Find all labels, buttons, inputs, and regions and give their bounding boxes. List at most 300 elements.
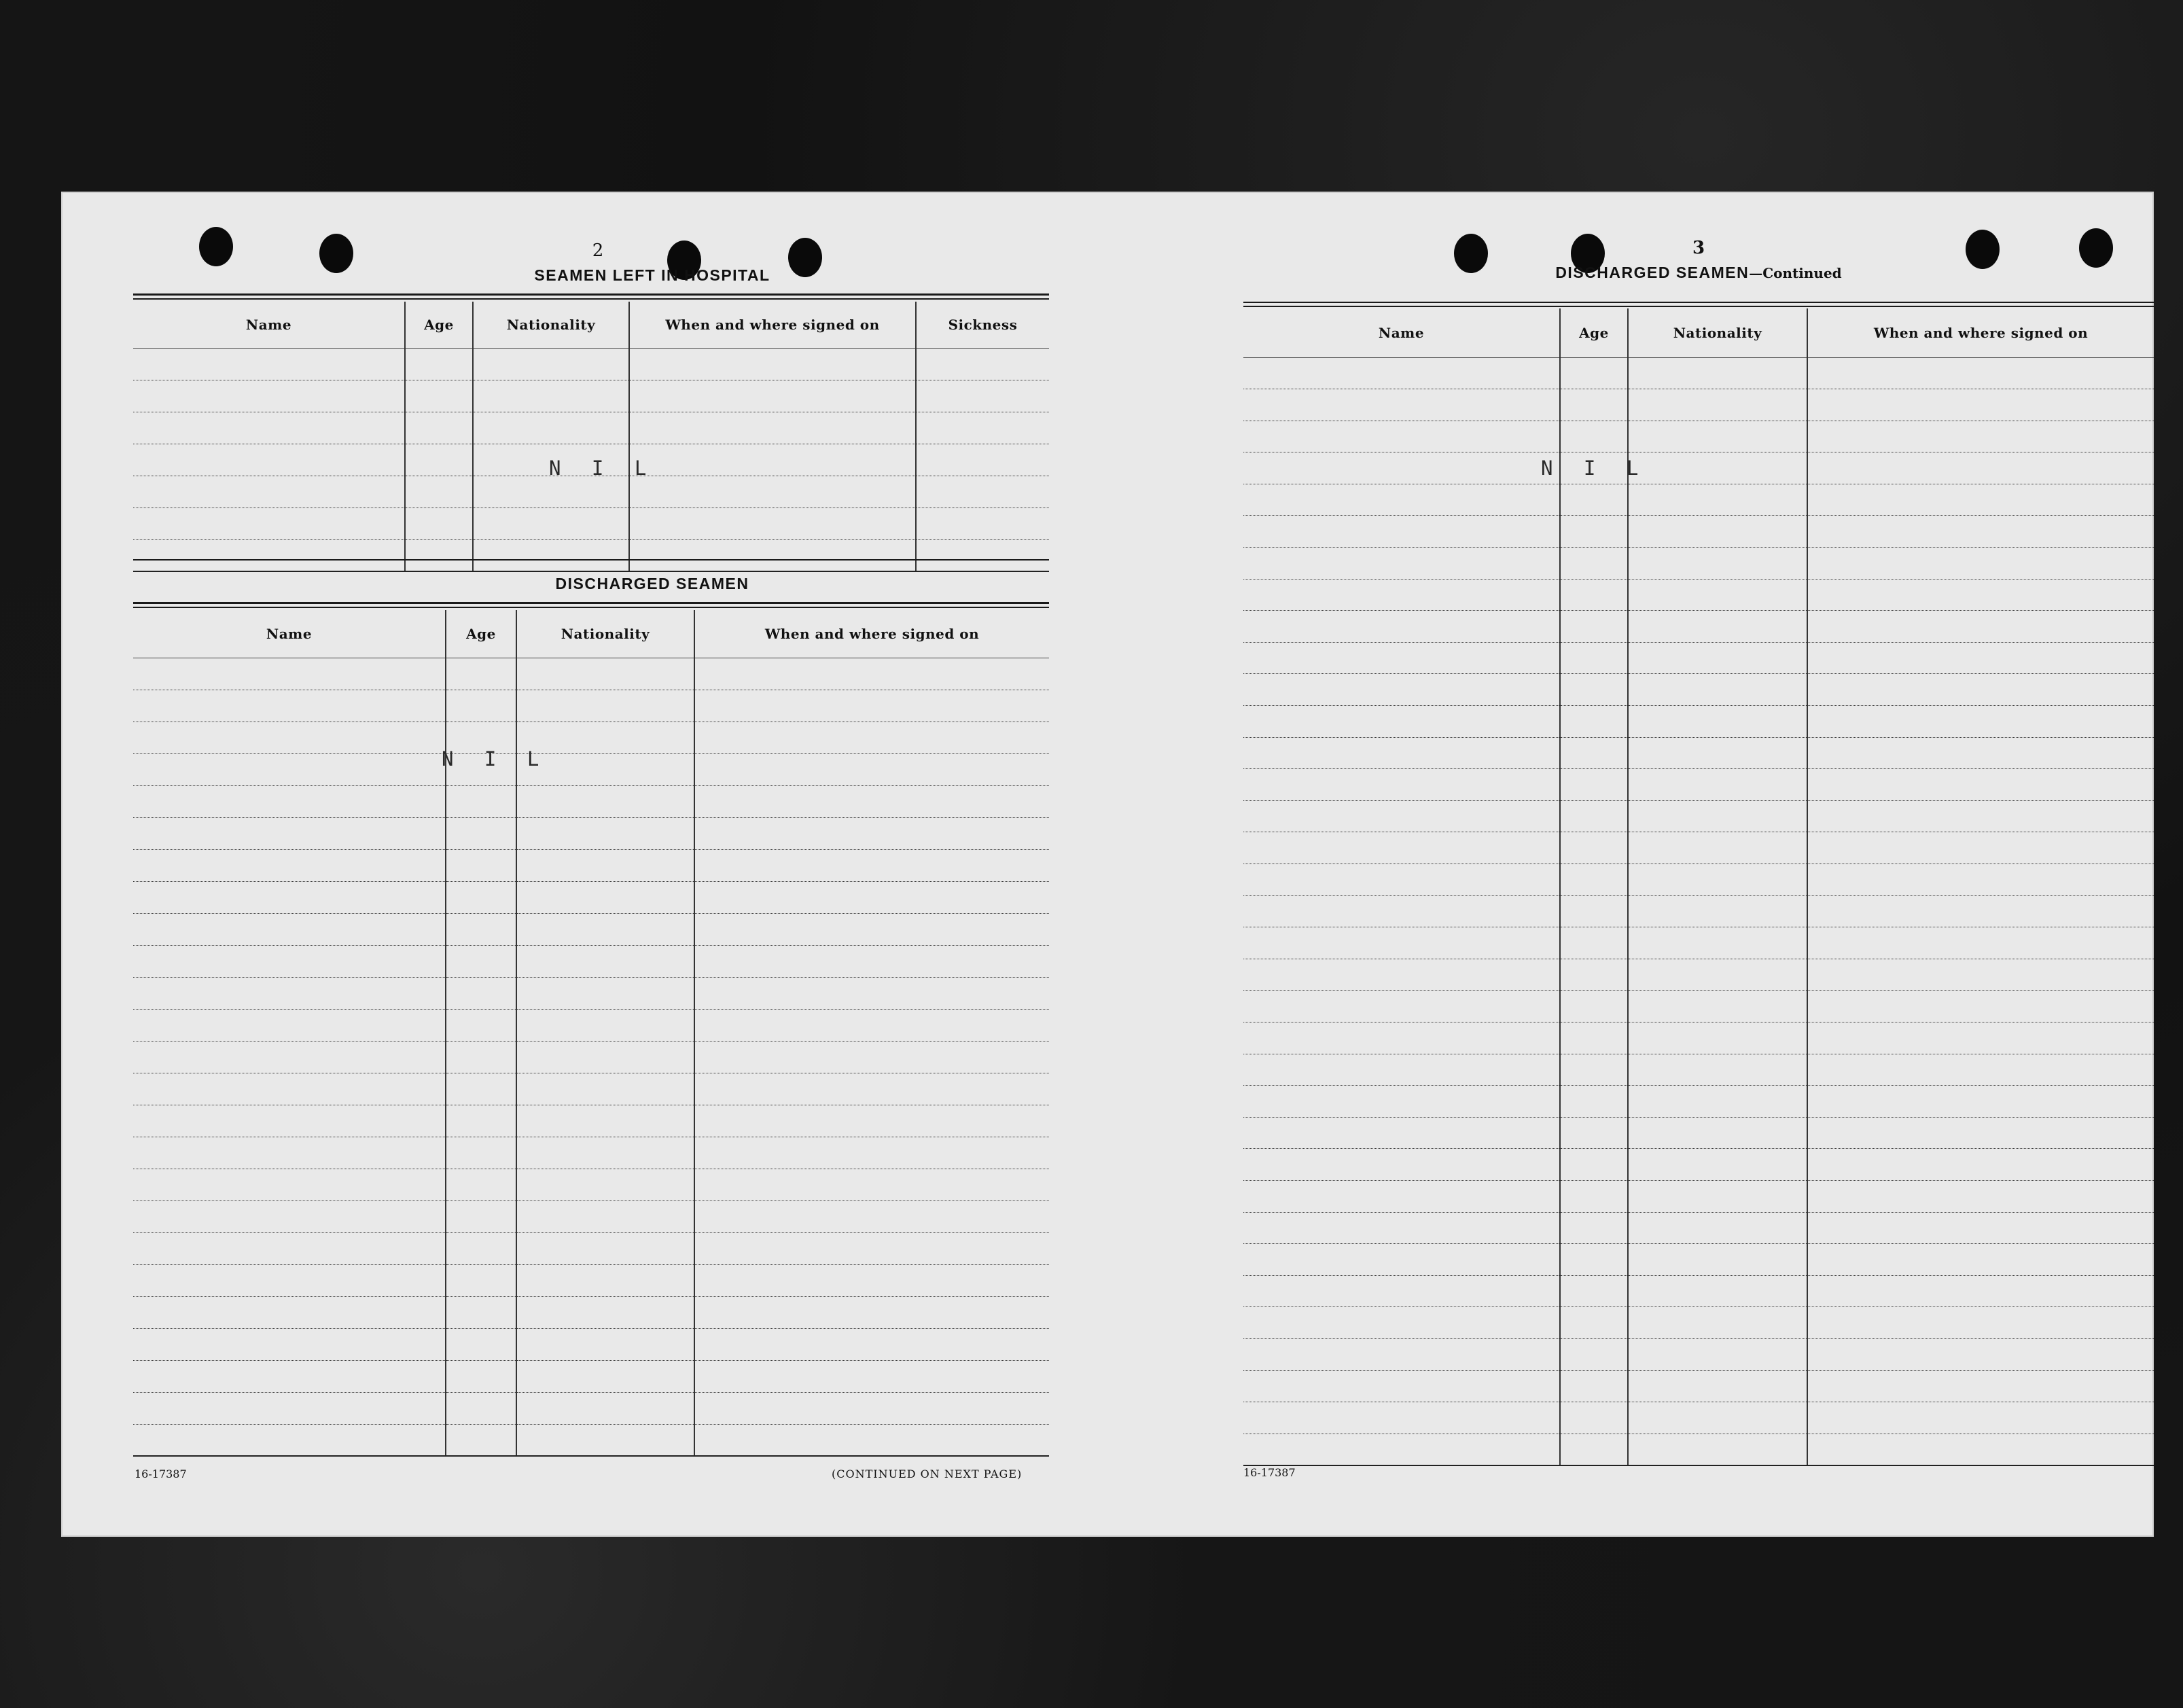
table-row xyxy=(1243,737,2154,769)
table-cell xyxy=(629,539,916,571)
punch-hole xyxy=(1966,230,2000,269)
table-cell xyxy=(1807,579,2154,611)
table-cell xyxy=(516,1169,694,1200)
table-row xyxy=(133,1296,1049,1328)
table-cell xyxy=(694,658,1049,690)
column-header-age: Age xyxy=(1560,308,1628,357)
table-row xyxy=(133,785,1049,817)
table-cell xyxy=(516,1137,694,1169)
nil-entry: N I L xyxy=(442,747,549,770)
section-rule xyxy=(133,559,1049,561)
table-cell xyxy=(133,1009,446,1041)
table-row xyxy=(133,1009,1049,1041)
table-cell xyxy=(473,412,629,444)
table-row xyxy=(133,1169,1049,1200)
table-cell xyxy=(133,881,446,913)
table-cell xyxy=(1243,959,1560,991)
table-row xyxy=(1243,452,2154,484)
table-row xyxy=(133,348,1049,380)
table-cell xyxy=(1807,1117,2154,1149)
punch-hole xyxy=(319,234,353,273)
table-row xyxy=(1243,927,2154,959)
left-page xyxy=(61,192,1107,1537)
table-cell xyxy=(629,444,916,476)
table-cell xyxy=(446,1232,516,1264)
table-cell xyxy=(1243,1434,1560,1465)
table-row xyxy=(133,753,1049,785)
table-row xyxy=(1243,1180,2154,1212)
discharged-section-title: DISCHARGED SEAMEN xyxy=(555,575,749,592)
table-row xyxy=(1243,548,2154,580)
table-row xyxy=(133,977,1049,1009)
table-cell xyxy=(1243,1338,1560,1370)
table-cell xyxy=(133,1200,446,1232)
table-cell xyxy=(694,785,1049,817)
table-cell xyxy=(629,348,916,380)
table-cell xyxy=(694,1232,1049,1264)
table-cell xyxy=(694,913,1049,945)
table-cell xyxy=(694,690,1049,722)
table-cell xyxy=(516,817,694,849)
table-cell xyxy=(1560,516,1628,548)
table-cell xyxy=(1560,1086,1628,1118)
table-cell xyxy=(694,977,1049,1009)
table-cell xyxy=(1560,1370,1628,1402)
column-header-signed-on: When and where signed on xyxy=(1807,308,2154,357)
punch-hole xyxy=(199,227,233,266)
table-cell xyxy=(473,348,629,380)
table-cell xyxy=(1243,1370,1560,1402)
table-cell xyxy=(1807,895,2154,927)
table-cell xyxy=(1560,1338,1628,1370)
table-cell xyxy=(516,1009,694,1041)
form-number: 16-17387 xyxy=(135,1467,187,1480)
table-cell xyxy=(446,1073,516,1105)
table-cell xyxy=(516,881,694,913)
table-cell xyxy=(916,412,1049,444)
table-cell xyxy=(446,785,516,817)
table-cell xyxy=(1628,769,1807,801)
table-cell xyxy=(1628,1402,1807,1434)
table-row xyxy=(1243,1307,2154,1339)
table-cell xyxy=(446,817,516,849)
table-cell xyxy=(694,1137,1049,1169)
table-cell xyxy=(516,690,694,722)
table-cell xyxy=(1560,864,1628,896)
nil-entry: N I L xyxy=(1541,457,1648,480)
table-row xyxy=(133,1200,1049,1232)
table-cell xyxy=(133,539,405,571)
table-cell xyxy=(1628,1338,1807,1370)
table-cell xyxy=(133,1073,446,1105)
table-cell xyxy=(694,1041,1049,1073)
table-cell xyxy=(1628,357,1807,389)
table-cell xyxy=(133,977,446,1009)
table-cell xyxy=(1560,1117,1628,1149)
table-cell xyxy=(1243,1244,1560,1276)
table-cell xyxy=(133,1169,446,1200)
punch-hole xyxy=(2079,228,2113,268)
table-row xyxy=(133,1360,1049,1392)
table-cell xyxy=(405,348,473,380)
table-row xyxy=(133,1424,1049,1456)
table-row xyxy=(1243,1212,2154,1244)
continued-table xyxy=(1243,308,2154,1466)
table-cell xyxy=(1243,927,1560,959)
table-cell xyxy=(446,1137,516,1169)
table-cell xyxy=(1628,1117,1807,1149)
table-cell xyxy=(1807,548,2154,580)
table-cell xyxy=(1243,1022,1560,1054)
page-number: 3 xyxy=(1692,238,1705,258)
table-cell xyxy=(1243,516,1560,548)
table-cell xyxy=(1560,357,1628,389)
table-cell xyxy=(916,348,1049,380)
table-row xyxy=(1243,769,2154,801)
table-cell xyxy=(1628,452,1807,484)
table-cell xyxy=(516,977,694,1009)
discharged-table xyxy=(133,610,1049,1457)
table-row xyxy=(133,508,1049,539)
table-cell xyxy=(516,945,694,977)
table-row xyxy=(133,945,1049,977)
table-cell xyxy=(1560,959,1628,991)
table-row xyxy=(133,1392,1049,1424)
table-cell xyxy=(405,476,473,508)
table-cell xyxy=(694,817,1049,849)
table-cell xyxy=(1560,769,1628,801)
table-cell xyxy=(446,1041,516,1073)
table-cell xyxy=(1807,642,2154,674)
table-cell xyxy=(1560,1149,1628,1181)
table-cell xyxy=(629,508,916,539)
table-cell xyxy=(133,1328,446,1360)
table-cell xyxy=(1807,452,2154,484)
table-cell xyxy=(446,1105,516,1137)
table-cell xyxy=(1628,611,1807,643)
table-cell xyxy=(516,1073,694,1105)
table-cell xyxy=(133,1264,446,1296)
table-cell xyxy=(1243,1149,1560,1181)
table-cell xyxy=(1560,1180,1628,1212)
table-cell xyxy=(1560,706,1628,738)
table-cell xyxy=(1243,864,1560,896)
table-cell xyxy=(473,476,629,508)
table-cell xyxy=(694,753,1049,785)
table-cell xyxy=(133,658,446,690)
table-cell xyxy=(405,508,473,539)
table-row xyxy=(1243,674,2154,706)
table-cell xyxy=(1807,959,2154,991)
table-cell xyxy=(1807,1022,2154,1054)
table-row xyxy=(133,1137,1049,1169)
table-cell xyxy=(1560,1434,1628,1465)
column-header-age: Age xyxy=(446,610,516,658)
table-cell xyxy=(446,658,516,690)
table-row xyxy=(133,1105,1049,1137)
table-cell xyxy=(133,817,446,849)
table-cell xyxy=(1560,1022,1628,1054)
table-row xyxy=(133,539,1049,571)
table-cell xyxy=(916,380,1049,412)
double-rule xyxy=(1243,302,2154,303)
table-cell xyxy=(1243,1054,1560,1086)
table-cell xyxy=(133,1360,446,1392)
table-cell xyxy=(516,849,694,881)
table-cell xyxy=(694,1169,1049,1200)
table-cell xyxy=(446,1169,516,1200)
table-cell xyxy=(1560,389,1628,421)
continued-table-body xyxy=(1243,357,2154,1465)
table-cell xyxy=(473,539,629,571)
table-row xyxy=(133,1041,1049,1073)
table-cell xyxy=(1807,991,2154,1022)
table-cell xyxy=(133,1424,446,1456)
table-row xyxy=(133,412,1049,444)
table-cell xyxy=(1628,484,1807,516)
table-cell xyxy=(516,1296,694,1328)
table-cell xyxy=(516,1328,694,1360)
table-cell xyxy=(516,1360,694,1392)
table-cell xyxy=(1628,1307,1807,1339)
table-row xyxy=(1243,642,2154,674)
table-cell xyxy=(1243,1180,1560,1212)
table-row xyxy=(1243,895,2154,927)
table-cell xyxy=(1560,421,1628,452)
table-row xyxy=(1243,421,2154,452)
table-cell xyxy=(133,476,405,508)
table-cell xyxy=(1628,832,1807,864)
table-cell xyxy=(1243,611,1560,643)
table-row xyxy=(1243,389,2154,421)
table-cell xyxy=(694,1009,1049,1041)
table-cell xyxy=(694,1105,1049,1137)
table-cell xyxy=(1560,1275,1628,1307)
table-cell xyxy=(1628,1180,1807,1212)
table-cell xyxy=(1807,1212,2154,1244)
table-cell xyxy=(694,881,1049,913)
column-header-signed-on: When and where signed on xyxy=(629,302,916,348)
table-cell xyxy=(1628,421,1807,452)
table-cell xyxy=(694,1296,1049,1328)
table-row xyxy=(1243,1338,2154,1370)
table-cell xyxy=(1807,611,2154,643)
table-cell xyxy=(1628,1434,1807,1465)
discharged-continued-title xyxy=(1427,264,1970,282)
table-cell xyxy=(516,658,694,690)
column-header-name: Name xyxy=(1243,308,1560,357)
table-cell xyxy=(446,1009,516,1041)
table-cell xyxy=(1243,1117,1560,1149)
table-cell xyxy=(516,1232,694,1264)
table-cell xyxy=(1243,832,1560,864)
table-cell xyxy=(473,380,629,412)
table-cell xyxy=(1243,674,1560,706)
table-cell xyxy=(516,1392,694,1424)
double-rule xyxy=(133,293,1049,296)
column-header-name: Name xyxy=(133,610,446,658)
table-cell xyxy=(405,539,473,571)
table-cell xyxy=(1807,864,2154,896)
table-cell xyxy=(1243,1212,1560,1244)
table-row xyxy=(1243,516,2154,548)
table-cell xyxy=(1628,1212,1807,1244)
table-cell xyxy=(1628,959,1807,991)
table-cell xyxy=(446,690,516,722)
table-cell xyxy=(1243,991,1560,1022)
table-cell xyxy=(405,380,473,412)
table-cell xyxy=(1807,1086,2154,1118)
table-row xyxy=(1243,611,2154,643)
table-row xyxy=(1243,357,2154,389)
table-cell xyxy=(133,753,446,785)
table-cell xyxy=(1628,1244,1807,1276)
table-cell xyxy=(133,1296,446,1328)
table-cell xyxy=(694,1360,1049,1392)
table-cell xyxy=(1807,516,2154,548)
table-cell xyxy=(1807,800,2154,832)
table-cell xyxy=(1243,769,1560,801)
table-row xyxy=(1243,1244,2154,1276)
table-row xyxy=(1243,484,2154,516)
table-row xyxy=(1243,800,2154,832)
table-cell xyxy=(1560,1307,1628,1339)
table-cell xyxy=(1628,579,1807,611)
table-cell xyxy=(1807,706,2154,738)
table-cell xyxy=(1243,484,1560,516)
table-header-row xyxy=(133,610,1049,658)
table-row xyxy=(1243,1370,2154,1402)
table-row xyxy=(1243,1086,2154,1118)
table-row xyxy=(133,817,1049,849)
table-cell xyxy=(1560,642,1628,674)
table-cell xyxy=(516,1041,694,1073)
table-cell xyxy=(405,412,473,444)
discharged-table-body xyxy=(133,658,1049,1456)
table-cell xyxy=(1807,389,2154,421)
table-row xyxy=(133,380,1049,412)
table-cell xyxy=(1628,389,1807,421)
nil-entry: N I L xyxy=(549,457,656,480)
table-cell xyxy=(1243,642,1560,674)
table-cell xyxy=(1560,991,1628,1022)
column-header-name: Name xyxy=(133,302,405,348)
table-cell xyxy=(133,1105,446,1137)
section-title-text: DISCHARGED SEAMEN xyxy=(1555,264,1750,281)
table-cell xyxy=(473,508,629,539)
table-cell xyxy=(629,476,916,508)
table-cell xyxy=(133,508,405,539)
column-header-age: Age xyxy=(405,302,473,348)
table-cell xyxy=(405,444,473,476)
double-rule xyxy=(1243,306,2154,307)
table-cell xyxy=(1243,357,1560,389)
table-row xyxy=(1243,706,2154,738)
table-cell xyxy=(1628,1370,1807,1402)
table-cell xyxy=(1628,800,1807,832)
column-header-signed-on: When and where signed on xyxy=(694,610,1049,658)
table-cell xyxy=(1628,1086,1807,1118)
table-cell xyxy=(916,476,1049,508)
form-number: 16-17387 xyxy=(1243,1466,1296,1479)
column-header-nationality: Nationality xyxy=(516,610,694,658)
table-cell xyxy=(133,945,446,977)
table-cell xyxy=(133,444,405,476)
table-cell xyxy=(446,1392,516,1424)
table-cell xyxy=(694,1424,1049,1456)
table-cell xyxy=(133,849,446,881)
table-row xyxy=(133,1232,1049,1264)
table-cell xyxy=(1560,1244,1628,1276)
table-cell xyxy=(1628,706,1807,738)
document-sheet xyxy=(61,192,2154,1537)
table-cell xyxy=(1243,800,1560,832)
column-header-sickness: Sickness xyxy=(916,302,1049,348)
table-cell xyxy=(1243,706,1560,738)
table-cell xyxy=(694,945,1049,977)
table-cell xyxy=(1560,895,1628,927)
table-cell xyxy=(133,722,446,753)
table-cell xyxy=(694,1392,1049,1424)
table-header-row xyxy=(1243,308,2154,357)
table-row xyxy=(1243,864,2154,896)
table-cell xyxy=(1807,1338,2154,1370)
table-cell xyxy=(629,412,916,444)
table-cell xyxy=(1628,895,1807,927)
table-row xyxy=(1243,1275,2154,1307)
table-cell xyxy=(1628,1275,1807,1307)
table-cell xyxy=(1243,579,1560,611)
table-row xyxy=(1243,959,2154,991)
table-cell xyxy=(516,1105,694,1137)
table-cell xyxy=(133,412,405,444)
table-cell xyxy=(446,913,516,945)
table-cell xyxy=(694,1073,1049,1105)
table-row xyxy=(133,1264,1049,1296)
table-cell xyxy=(1243,737,1560,769)
table-cell xyxy=(516,913,694,945)
table-row xyxy=(133,849,1049,881)
table-cell xyxy=(516,1264,694,1296)
table-cell xyxy=(1807,421,2154,452)
table-cell xyxy=(133,1232,446,1264)
table-cell xyxy=(1560,674,1628,706)
table-cell xyxy=(133,913,446,945)
page-number: 2 xyxy=(592,241,604,261)
double-rule xyxy=(133,602,1049,604)
double-rule xyxy=(133,298,1049,300)
table-row xyxy=(133,476,1049,508)
table-cell xyxy=(1807,1307,2154,1339)
table-row xyxy=(1243,1434,2154,1465)
table-row xyxy=(133,1073,1049,1105)
table-cell xyxy=(1628,1022,1807,1054)
table-cell xyxy=(1560,832,1628,864)
table-row xyxy=(1243,1117,2154,1149)
table-cell xyxy=(1807,1149,2154,1181)
table-cell xyxy=(916,444,1049,476)
table-cell xyxy=(1560,484,1628,516)
table-cell xyxy=(446,1264,516,1296)
table-cell xyxy=(1628,674,1807,706)
table-cell xyxy=(1807,1402,2154,1434)
table-cell xyxy=(133,690,446,722)
table-row xyxy=(1243,832,2154,864)
table-cell xyxy=(1628,991,1807,1022)
table-cell xyxy=(1807,1180,2154,1212)
table-cell xyxy=(694,849,1049,881)
hospital-section-title: SEAMEN LEFT IN HOSPITAL xyxy=(534,266,770,284)
